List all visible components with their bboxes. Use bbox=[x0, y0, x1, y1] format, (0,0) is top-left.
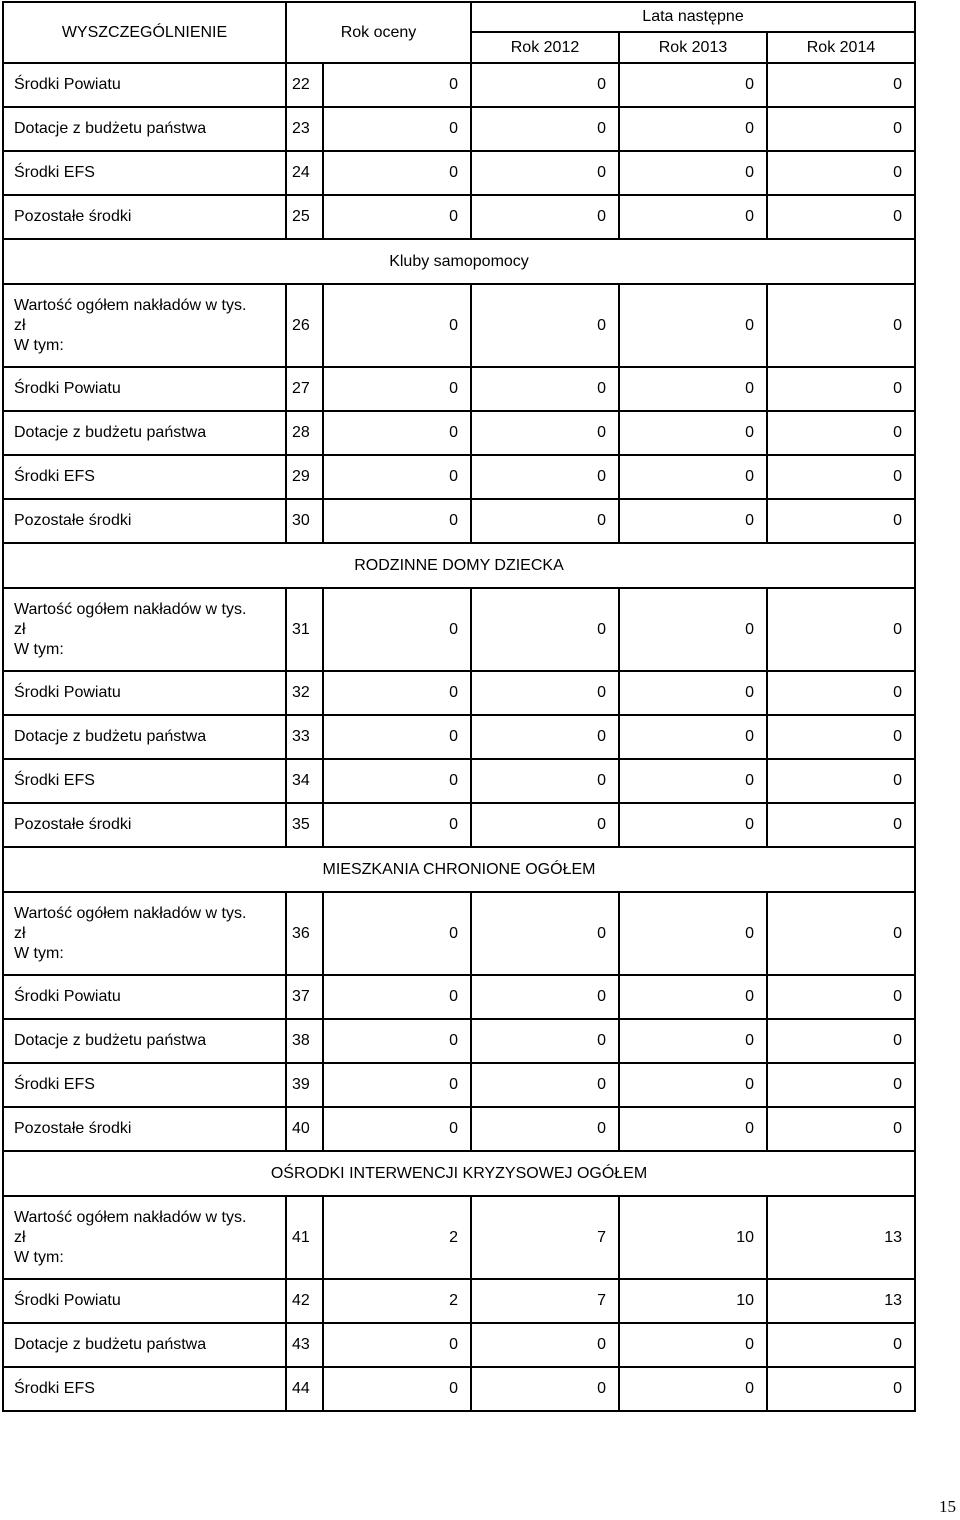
row-number: 30 bbox=[286, 499, 323, 543]
row-label bbox=[3, 1279, 286, 1323]
row-number: 24 bbox=[286, 151, 323, 195]
row-label-line: zł bbox=[14, 620, 26, 638]
section-header-row bbox=[3, 543, 915, 588]
table-row bbox=[3, 151, 915, 195]
row-label bbox=[3, 367, 286, 411]
value-cell: 0 bbox=[471, 671, 619, 715]
row-number: 41 bbox=[286, 1196, 323, 1279]
value-cell: 0 bbox=[619, 803, 767, 847]
table-row bbox=[3, 284, 915, 367]
table-row bbox=[3, 63, 915, 107]
row-number: 25 bbox=[286, 195, 323, 239]
row-number: 29 bbox=[286, 455, 323, 499]
row-label-line: W tym: bbox=[14, 1248, 64, 1266]
row-label-line: Środki Powiatu bbox=[14, 76, 121, 93]
value-cell: 0 bbox=[471, 1107, 619, 1151]
table-row bbox=[3, 892, 915, 975]
value-cell: 0 bbox=[471, 975, 619, 1019]
value-cell: 0 bbox=[619, 588, 767, 671]
value-cell: 0 bbox=[619, 1063, 767, 1107]
header-next-years: Lata następne bbox=[471, 2, 915, 32]
row-label-line: Pozostałe środki bbox=[14, 512, 132, 529]
value-cell: 0 bbox=[323, 455, 471, 499]
value-cell: 0 bbox=[471, 1063, 619, 1107]
table-body bbox=[3, 63, 915, 1411]
value-cell: 0 bbox=[619, 63, 767, 107]
table-row bbox=[3, 803, 915, 847]
value-cell: 0 bbox=[471, 195, 619, 239]
row-label-line: Środki Powiatu bbox=[14, 684, 121, 701]
table-row bbox=[3, 107, 915, 151]
value-cell: 0 bbox=[619, 499, 767, 543]
section-header-row bbox=[3, 1151, 915, 1196]
row-label bbox=[3, 1063, 286, 1107]
value-cell: 10 bbox=[619, 1279, 767, 1323]
row-number: 35 bbox=[286, 803, 323, 847]
table-row bbox=[3, 1063, 915, 1107]
table-row bbox=[3, 1279, 915, 1323]
value-cell: 0 bbox=[767, 1019, 915, 1063]
table-row bbox=[3, 455, 915, 499]
value-cell: 0 bbox=[471, 455, 619, 499]
value-cell: 0 bbox=[323, 1107, 471, 1151]
value-cell: 10 bbox=[619, 1196, 767, 1279]
row-number: 31 bbox=[286, 588, 323, 671]
row-label bbox=[3, 1196, 286, 1279]
section-title: RODZINNE DOMY DZIECKA bbox=[3, 543, 915, 588]
header-year-2013: Rok 2013 bbox=[619, 32, 767, 63]
value-cell: 0 bbox=[619, 284, 767, 367]
value-cell: 0 bbox=[619, 151, 767, 195]
row-number: 36 bbox=[286, 892, 323, 975]
value-cell: 0 bbox=[471, 715, 619, 759]
table-row bbox=[3, 411, 915, 455]
row-label-line: Wartość ogółem nakładów w tys. bbox=[14, 296, 247, 314]
row-label-line: Środki EFS bbox=[14, 1380, 95, 1397]
row-label-line: Środki Powiatu bbox=[14, 1292, 121, 1309]
value-cell: 0 bbox=[767, 63, 915, 107]
header-eval-year: Rok oceny bbox=[286, 2, 471, 63]
row-label bbox=[3, 1323, 286, 1367]
value-cell: 0 bbox=[767, 107, 915, 151]
value-cell: 0 bbox=[323, 107, 471, 151]
table-row bbox=[3, 499, 915, 543]
table-row bbox=[3, 715, 915, 759]
value-cell: 0 bbox=[767, 588, 915, 671]
row-number: 37 bbox=[286, 975, 323, 1019]
row-label-line: Dotacje z budżetu państwa bbox=[14, 1336, 207, 1353]
value-cell: 0 bbox=[471, 1323, 619, 1367]
value-cell: 0 bbox=[471, 107, 619, 151]
value-cell: 0 bbox=[767, 975, 915, 1019]
value-cell: 2 bbox=[323, 1279, 471, 1323]
value-cell: 0 bbox=[767, 1107, 915, 1151]
row-label-line: Pozostałe środki bbox=[14, 1120, 132, 1137]
row-number: 42 bbox=[286, 1279, 323, 1323]
row-label-line: W tym: bbox=[14, 944, 64, 962]
value-cell: 0 bbox=[767, 411, 915, 455]
value-cell: 0 bbox=[323, 759, 471, 803]
row-number: 40 bbox=[286, 1107, 323, 1151]
row-label bbox=[3, 499, 286, 543]
row-label bbox=[3, 411, 286, 455]
table-row bbox=[3, 975, 915, 1019]
row-number: 22 bbox=[286, 63, 323, 107]
value-cell: 0 bbox=[471, 367, 619, 411]
row-label bbox=[3, 1367, 286, 1411]
row-label-line: Pozostałe środki bbox=[14, 208, 132, 225]
value-cell: 0 bbox=[619, 1107, 767, 1151]
value-cell: 0 bbox=[471, 411, 619, 455]
value-cell: 0 bbox=[619, 715, 767, 759]
row-number: 44 bbox=[286, 1367, 323, 1411]
table-row bbox=[3, 1019, 915, 1063]
table-row bbox=[3, 1196, 915, 1279]
row-number: 26 bbox=[286, 284, 323, 367]
section-title: MIESZKANIA CHRONIONE OGÓŁEM bbox=[3, 847, 915, 892]
value-cell: 0 bbox=[619, 759, 767, 803]
value-cell: 0 bbox=[619, 975, 767, 1019]
value-cell: 0 bbox=[471, 499, 619, 543]
value-cell: 0 bbox=[619, 367, 767, 411]
row-label bbox=[3, 107, 286, 151]
section-header-row bbox=[3, 239, 915, 284]
value-cell: 0 bbox=[767, 195, 915, 239]
value-cell: 0 bbox=[471, 1019, 619, 1063]
row-number: 32 bbox=[286, 671, 323, 715]
row-label-line: W tym: bbox=[14, 336, 64, 354]
row-label bbox=[3, 1107, 286, 1151]
row-label bbox=[3, 588, 286, 671]
header-year-2012: Rok 2012 bbox=[471, 32, 619, 63]
row-label bbox=[3, 715, 286, 759]
value-cell: 0 bbox=[323, 1019, 471, 1063]
row-label-line: Środki EFS bbox=[14, 1076, 95, 1093]
value-cell: 0 bbox=[619, 455, 767, 499]
value-cell: 0 bbox=[471, 892, 619, 975]
value-cell: 0 bbox=[619, 107, 767, 151]
table-row bbox=[3, 1323, 915, 1367]
row-label-line: Środki EFS bbox=[14, 468, 95, 485]
value-cell: 0 bbox=[323, 63, 471, 107]
value-cell: 0 bbox=[619, 1367, 767, 1411]
value-cell: 0 bbox=[619, 1323, 767, 1367]
section-title: Kluby samopomocy bbox=[3, 239, 915, 284]
value-cell: 0 bbox=[767, 803, 915, 847]
row-label-line: Pozostałe środki bbox=[14, 816, 132, 833]
row-number: 43 bbox=[286, 1323, 323, 1367]
value-cell: 2 bbox=[323, 1196, 471, 1279]
value-cell: 0 bbox=[323, 367, 471, 411]
value-cell: 0 bbox=[323, 195, 471, 239]
row-label-line: zł bbox=[14, 316, 26, 334]
row-label bbox=[3, 284, 286, 367]
value-cell: 7 bbox=[471, 1196, 619, 1279]
value-cell: 0 bbox=[471, 588, 619, 671]
value-cell: 0 bbox=[767, 284, 915, 367]
value-cell: 0 bbox=[767, 715, 915, 759]
table-row bbox=[3, 759, 915, 803]
value-cell: 13 bbox=[767, 1279, 915, 1323]
row-number: 33 bbox=[286, 715, 323, 759]
value-cell: 0 bbox=[767, 455, 915, 499]
row-label-line: zł bbox=[14, 924, 26, 942]
value-cell: 0 bbox=[767, 671, 915, 715]
value-cell: 0 bbox=[767, 1367, 915, 1411]
value-cell: 0 bbox=[323, 1063, 471, 1107]
value-cell: 0 bbox=[323, 1367, 471, 1411]
table-row bbox=[3, 367, 915, 411]
row-label bbox=[3, 759, 286, 803]
value-cell: 0 bbox=[323, 411, 471, 455]
value-cell: 0 bbox=[323, 284, 471, 367]
table-header bbox=[3, 2, 915, 63]
value-cell: 0 bbox=[471, 151, 619, 195]
page-number: 15 bbox=[939, 1497, 956, 1516]
value-cell: 7 bbox=[471, 1279, 619, 1323]
row-label-line: Środki Powiatu bbox=[14, 988, 121, 1005]
row-label-line: Środki EFS bbox=[14, 164, 95, 181]
row-number: 23 bbox=[286, 107, 323, 151]
row-label bbox=[3, 892, 286, 975]
row-label-line: W tym: bbox=[14, 640, 64, 658]
row-label-line: Dotacje z budżetu państwa bbox=[14, 424, 207, 441]
row-number: 38 bbox=[286, 1019, 323, 1063]
row-label bbox=[3, 151, 286, 195]
row-label bbox=[3, 455, 286, 499]
row-label bbox=[3, 1019, 286, 1063]
value-cell: 0 bbox=[323, 803, 471, 847]
row-label bbox=[3, 671, 286, 715]
row-label-line: Środki Powiatu bbox=[14, 380, 121, 397]
value-cell: 0 bbox=[471, 759, 619, 803]
value-cell: 0 bbox=[767, 759, 915, 803]
value-cell: 0 bbox=[767, 367, 915, 411]
row-number: 27 bbox=[286, 367, 323, 411]
value-cell: 0 bbox=[619, 195, 767, 239]
row-label-line: Wartość ogółem nakładów w tys. bbox=[14, 600, 247, 618]
value-cell: 0 bbox=[471, 803, 619, 847]
row-label bbox=[3, 975, 286, 1019]
row-label-line: Wartość ogółem nakładów w tys. bbox=[14, 904, 247, 922]
row-label-line: Dotacje z budżetu państwa bbox=[14, 728, 207, 745]
value-cell: 0 bbox=[619, 1019, 767, 1063]
table-row bbox=[3, 1107, 915, 1151]
row-label-line: Wartość ogółem nakładów w tys. bbox=[14, 1208, 247, 1226]
value-cell: 0 bbox=[323, 1323, 471, 1367]
row-label-line: Środki EFS bbox=[14, 772, 95, 789]
table-row bbox=[3, 588, 915, 671]
table-row bbox=[3, 195, 915, 239]
report-table bbox=[2, 1, 916, 1412]
value-cell: 0 bbox=[323, 588, 471, 671]
value-cell: 0 bbox=[767, 892, 915, 975]
row-label-line: Dotacje z budżetu państwa bbox=[14, 1032, 207, 1049]
value-cell: 0 bbox=[767, 1323, 915, 1367]
value-cell: 0 bbox=[323, 715, 471, 759]
header-description: WYSZCZEGÓLNIENIE bbox=[3, 2, 286, 63]
row-number: 39 bbox=[286, 1063, 323, 1107]
section-title: OŚRODKI INTERWENCJI KRYZYSOWEJ OGÓŁEM bbox=[3, 1151, 915, 1196]
row-label-line: zł bbox=[14, 1228, 26, 1246]
row-label-line: Dotacje z budżetu państwa bbox=[14, 120, 207, 137]
row-number: 28 bbox=[286, 411, 323, 455]
value-cell: 0 bbox=[767, 1063, 915, 1107]
value-cell: 0 bbox=[471, 63, 619, 107]
section-header-row bbox=[3, 847, 915, 892]
row-label bbox=[3, 803, 286, 847]
header-year-2014: Rok 2014 bbox=[767, 32, 915, 63]
row-label bbox=[3, 195, 286, 239]
value-cell: 0 bbox=[323, 975, 471, 1019]
value-cell: 0 bbox=[471, 1367, 619, 1411]
value-cell: 0 bbox=[619, 892, 767, 975]
value-cell: 13 bbox=[767, 1196, 915, 1279]
row-number: 34 bbox=[286, 759, 323, 803]
value-cell: 0 bbox=[323, 499, 471, 543]
value-cell: 0 bbox=[323, 892, 471, 975]
table-row bbox=[3, 1367, 915, 1411]
value-cell: 0 bbox=[767, 499, 915, 543]
row-label bbox=[3, 63, 286, 107]
value-cell: 0 bbox=[619, 671, 767, 715]
value-cell: 0 bbox=[767, 151, 915, 195]
value-cell: 0 bbox=[323, 671, 471, 715]
value-cell: 0 bbox=[323, 151, 471, 195]
value-cell: 0 bbox=[619, 411, 767, 455]
table-row bbox=[3, 671, 915, 715]
value-cell: 0 bbox=[471, 284, 619, 367]
